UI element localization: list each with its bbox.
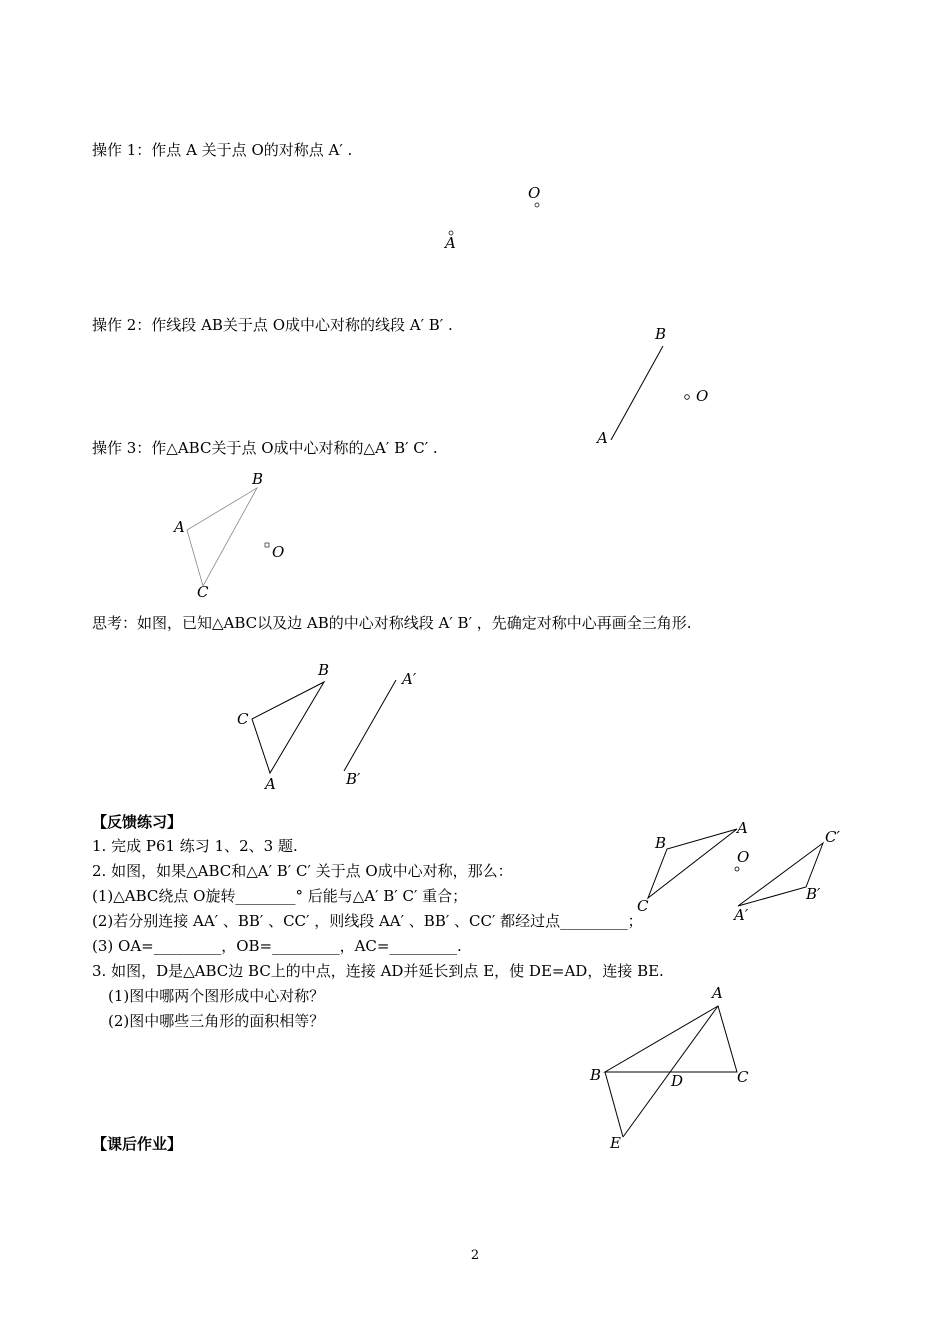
figure-point-reflection xyxy=(443,184,540,252)
figure-triangle-reflection xyxy=(172,470,284,601)
label-O: O xyxy=(272,543,285,561)
label-C: C xyxy=(637,897,649,915)
label-A: A xyxy=(737,819,748,837)
question-3: 3. 如图，D是△ABC边 BC上的中点，连接 AD并延长到点 E，使 DE=AD，连接 BE. xyxy=(92,962,664,980)
label-A: A xyxy=(445,234,456,252)
label-D: D xyxy=(671,1072,684,1090)
triangle-ABC xyxy=(605,1006,737,1072)
label-B: B xyxy=(318,661,330,679)
label-A-prime: A′ xyxy=(402,670,417,688)
point-O xyxy=(535,203,539,207)
point-O xyxy=(735,867,739,871)
segment-BE xyxy=(605,1072,623,1137)
question-2-part-2: (2)若分别连接 AA′ 、BB′ 、CC′ ，则线段 AA′ 、BB′ 、CC′ 都经过点_________； xyxy=(92,912,643,930)
question-1: 1. 完成 P61 练习 1、2、3 题. xyxy=(92,837,298,855)
triangle-ABC xyxy=(187,488,257,586)
label-A-prime: A′ xyxy=(734,906,749,924)
point-O xyxy=(265,543,269,547)
feedback-heading: 【反馈练习】 xyxy=(92,813,183,831)
label-E: E xyxy=(610,1134,621,1152)
label-B: B xyxy=(252,470,264,488)
label-C-prime: C′ xyxy=(825,828,840,846)
label-B: B xyxy=(655,325,667,343)
label-B: B xyxy=(590,1066,602,1084)
segment-AB xyxy=(611,346,663,440)
homework-heading: 【课后作业】 xyxy=(92,1135,183,1153)
point-O xyxy=(685,395,690,400)
question-3-part-1: (1)图中哪两个图形成中心对称？ xyxy=(108,987,325,1005)
label-O: O xyxy=(528,184,541,202)
operation-1-text: 操作 1：作点 A 关于点 O的对称点 A′ . xyxy=(92,141,353,159)
label-A: A xyxy=(712,984,723,1002)
label-A: A xyxy=(265,775,276,793)
operation-2-text: 操作 2：作线段 AB关于点 O成中心对称的线段 A′ B′ . xyxy=(92,316,453,334)
label-B: B xyxy=(655,834,667,852)
question-2: 2. 如图，如果△ABC和△A′ B′ C′ 关于点 O成中心对称，那么： xyxy=(92,862,513,880)
label-A: A xyxy=(597,429,608,447)
operation-3-text: 操作 3：作△ABC关于点 O成中心对称的△A′ B′ C′ . xyxy=(92,439,438,457)
label-B-prime: B′ xyxy=(346,770,361,788)
label-B-prime: B′ xyxy=(806,885,821,903)
label-A: A xyxy=(174,518,185,536)
question-2-part-3: (3) OA=_________，OB=_________，AC=_________. xyxy=(92,937,462,955)
figure-think xyxy=(237,661,417,793)
label-O: O xyxy=(737,848,750,866)
label-C: C xyxy=(737,1068,749,1086)
label-O: O xyxy=(696,387,709,405)
segment-A2B2 xyxy=(344,680,396,771)
figure-segment-reflection xyxy=(595,325,708,447)
question-2-part-1: (1)△ABC绕点 O旋转________° 后能与△A′ B′ C′ 重合； xyxy=(92,887,468,905)
think-text: 思考：如图，已知△ABC以及边 AB的中心对称线段 A′ B′ ，先确定对称中心再画全三角形. xyxy=(92,614,692,632)
label-C: C xyxy=(237,710,249,728)
page-number: 2 xyxy=(470,1248,480,1263)
figure-question-2 xyxy=(637,819,840,924)
figure-question-3 xyxy=(589,984,749,1152)
question-3-part-2: (2)图中哪些三角形的面积相等？ xyxy=(108,1012,325,1030)
triangle-ABC xyxy=(252,682,324,773)
label-C: C xyxy=(197,583,209,601)
